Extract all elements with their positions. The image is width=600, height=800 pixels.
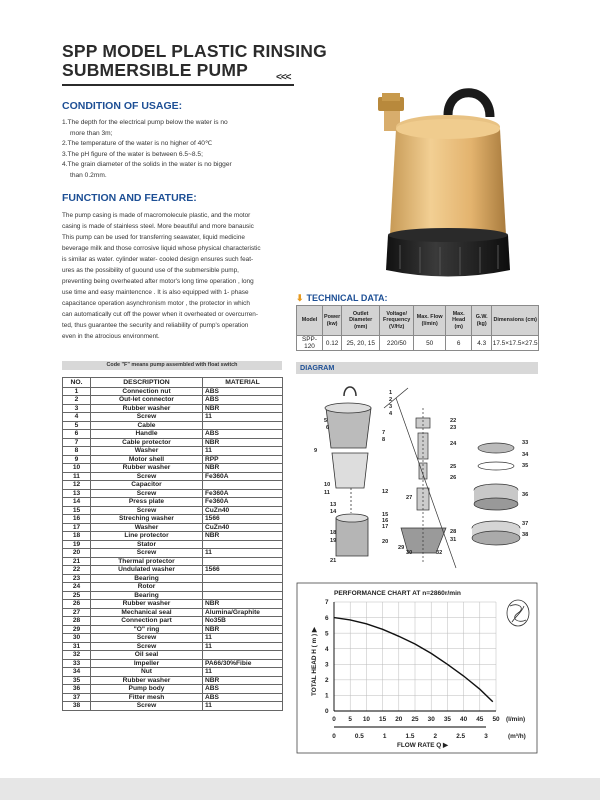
part-description: Nut — [91, 668, 203, 677]
callout-number: 16 — [382, 518, 389, 524]
tech-header-cell: Voltage/ Frequency (V/Hz) — [380, 306, 414, 336]
part-material: RPP — [203, 455, 283, 464]
part-description: Fitter mesh — [91, 693, 203, 702]
part-number: 31 — [63, 642, 91, 651]
part-description: Motor shell — [91, 455, 203, 464]
table-row — [63, 617, 283, 626]
chart-y-label: TOTAL HEAD H ( m ) ▶ — [311, 627, 318, 696]
part-number: 22 — [63, 566, 91, 575]
chart-x-ticks-bottom — [332, 733, 488, 740]
callout-number: 18 — [330, 530, 337, 536]
part-number: 4 — [63, 413, 91, 422]
part-material: No35B — [203, 617, 283, 626]
table-row — [63, 625, 283, 634]
y-tick-label: 5 — [325, 630, 329, 638]
table-row — [63, 387, 283, 396]
housing-drawing — [472, 443, 520, 545]
part-material: 11 — [203, 549, 283, 558]
table-row — [63, 523, 283, 532]
part-number: 30 — [63, 634, 91, 643]
part-material: NBR — [203, 532, 283, 541]
table-row — [63, 685, 283, 694]
chart-x-label: FLOW RATE Q ▶ — [397, 742, 448, 749]
part-material — [203, 557, 283, 566]
function-line: ures as the possibility of guound use of the submersible pump, — [62, 267, 239, 274]
function-line: can automatically cut off the power when it overheated or overcurren- — [62, 311, 258, 318]
motor-assembly-drawing — [325, 387, 408, 556]
callout-number: 11 — [324, 490, 330, 496]
table-row — [63, 676, 283, 685]
part-description: Capacitor — [91, 481, 203, 490]
function-line: This pump can be used for transferring seawater, liquid medicine — [62, 234, 245, 241]
part-material: ABS — [203, 685, 283, 694]
part-description: Handle — [91, 430, 203, 439]
table-row — [63, 642, 283, 651]
part-material: Alumina/Graphite — [203, 608, 283, 617]
condition-item: more than 3m; — [70, 129, 113, 137]
title-line-2: SUBMERSIBLE PUMP — [62, 60, 248, 80]
tech-cell: 220/50 — [380, 336, 414, 351]
technical-table — [296, 305, 539, 351]
part-number: 3 — [63, 404, 91, 413]
table-row — [63, 472, 283, 481]
x-tick-label: 45 — [476, 716, 484, 723]
part-material: NBR — [203, 438, 283, 447]
part-number: 12 — [63, 481, 91, 490]
part-material: ABS — [203, 396, 283, 405]
part-material: Fe360A — [203, 472, 283, 481]
parts-header-material: MATERIAL — [203, 378, 283, 388]
table-row — [63, 515, 283, 524]
x-tick-label: 10 — [362, 716, 370, 723]
part-description: Pump body — [91, 685, 203, 694]
part-material — [203, 540, 283, 549]
part-material: NBR — [203, 600, 283, 609]
table-row — [63, 455, 283, 464]
x-tick-label: 40 — [460, 716, 468, 723]
x-tick-label: 0 — [332, 716, 336, 723]
part-material: 11 — [203, 413, 283, 422]
part-description: Connection nut — [91, 387, 203, 396]
callout-number: 21 — [330, 558, 337, 564]
part-number: 29 — [63, 625, 91, 634]
x-tick-label: 50 — [492, 716, 500, 723]
function-line: beverage milk and those corrosive liquid whose physical characteristic — [62, 245, 261, 252]
part-description: Rubber washer — [91, 676, 203, 685]
chart-title: PERFORMANCE CHART AT n=2860r/min — [334, 590, 461, 597]
part-description: Connection part — [91, 617, 203, 626]
part-number: 6 — [63, 430, 91, 439]
tech-header-cell: Dimensions (cm) — [492, 306, 539, 336]
part-description: "O" ring — [91, 625, 203, 634]
x-tick-label-m3h: 1.5 — [405, 733, 415, 740]
shaft-assembly-drawing — [396, 398, 456, 568]
part-number: 35 — [63, 676, 91, 685]
part-material: CuZn40 — [203, 523, 283, 532]
table-row — [63, 506, 283, 515]
y-tick-label: 3 — [325, 661, 329, 669]
table-row — [63, 651, 283, 660]
callout-number: 8 — [382, 437, 386, 443]
callout-number: 3 — [389, 404, 393, 410]
part-number: 26 — [63, 600, 91, 609]
table-row — [63, 659, 283, 668]
parts-header-no: NO. — [63, 378, 91, 388]
part-description: Screw — [91, 413, 203, 422]
part-description: Screw — [91, 489, 203, 498]
part-number: 19 — [63, 540, 91, 549]
part-material: 11 — [203, 702, 283, 711]
x-tick-label: 20 — [395, 716, 403, 723]
callout-number: 22 — [450, 418, 457, 424]
part-number: 18 — [63, 532, 91, 541]
tech-header-cell: Model — [297, 306, 323, 336]
x-tick-label: 5 — [348, 716, 352, 723]
technical-heading — [296, 293, 388, 304]
part-number: 14 — [63, 498, 91, 507]
callout-number: 38 — [522, 532, 529, 538]
part-description: Line protector — [91, 532, 203, 541]
callout-number: 6 — [326, 425, 330, 431]
part-description: Washer — [91, 447, 203, 456]
function-line: preventing being overheated after motor's long time operation , long — [62, 278, 254, 285]
table-row — [63, 634, 283, 643]
x-tick-label: 25 — [411, 716, 419, 723]
part-material: 11 — [203, 668, 283, 677]
callout-number: 20 — [382, 539, 389, 545]
y-tick-label: 4 — [325, 645, 329, 653]
technical-header-row — [297, 306, 539, 336]
chart-frame — [297, 583, 537, 753]
part-material: Fe360A — [203, 498, 283, 507]
part-description: Press plate — [91, 498, 203, 507]
callout-number: 5 — [324, 418, 328, 424]
callout-number: 24 — [450, 441, 457, 447]
part-material: CuZn40 — [203, 506, 283, 515]
tech-cell: 6 — [446, 336, 472, 351]
chart-x-unit-top: (l/min) — [506, 716, 526, 723]
part-material: ABS — [203, 430, 283, 439]
part-number: 17 — [63, 523, 91, 532]
part-description: Rubber washer — [91, 464, 203, 473]
function-text — [62, 210, 302, 342]
part-material — [203, 583, 283, 592]
part-material — [203, 651, 283, 660]
condition-item: 1.The depth for the electrical pump below the water is no — [62, 119, 228, 126]
x-tick-label-m3h: 1 — [382, 733, 387, 740]
technical-data-row — [297, 336, 539, 351]
part-description: Washer — [91, 523, 203, 532]
parts-header-row — [63, 378, 283, 388]
title-rule — [62, 84, 294, 86]
callout-number: 28 — [450, 529, 457, 535]
part-number: 7 — [63, 438, 91, 447]
part-description: Screw — [91, 549, 203, 558]
part-material: NBR — [203, 404, 283, 413]
part-description: Bearing — [91, 591, 203, 600]
part-number: 13 — [63, 489, 91, 498]
tech-cell: SPP-120 — [297, 336, 323, 351]
tech-cell: 4.3 — [472, 336, 492, 351]
x-tick-label-m3h: 0 — [332, 733, 336, 740]
callout-number: 34 — [522, 452, 529, 458]
part-description: Undulated washer — [91, 566, 203, 575]
part-material: NBR — [203, 464, 283, 473]
title-line-1: SPP MODEL PLASTIC RINSING — [62, 41, 327, 61]
condition-item: 4.The grain diameter of the solids in the water is no bigger — [62, 161, 232, 168]
part-number: 2 — [63, 396, 91, 405]
parts-table — [62, 377, 283, 711]
callout-number: 17 — [382, 524, 389, 530]
part-description: Rubber washer — [91, 404, 203, 413]
part-number: 8 — [63, 447, 91, 456]
part-description: Cable — [91, 421, 203, 430]
tech-cell: 25, 20, 15 — [342, 336, 380, 351]
part-description: Stator — [91, 540, 203, 549]
x-tick-label: 15 — [379, 716, 387, 723]
x-tick-label-m3h: 3 — [484, 733, 488, 740]
part-number: 37 — [63, 693, 91, 702]
exploded-diagram — [296, 378, 538, 578]
tech-header-cell: Outlet Diameter (mm) — [342, 306, 380, 336]
performance-chart — [296, 582, 538, 754]
callout-number: 19 — [330, 538, 337, 544]
chevrons-decoration: <<< — [276, 72, 291, 83]
callout-number: 14 — [330, 509, 337, 515]
part-number: 27 — [63, 608, 91, 617]
table-row — [63, 447, 283, 456]
callout-number: 35 — [522, 463, 529, 469]
part-material: PA66/30%Fibie — [203, 659, 283, 668]
table-row — [63, 438, 283, 447]
part-number: 10 — [63, 464, 91, 473]
table-row — [63, 693, 283, 702]
x-tick-label-m3h: 0.5 — [354, 733, 364, 740]
callout-number: 1 — [389, 390, 393, 396]
table-row — [63, 489, 283, 498]
parts-header-description: DESCRIPTION — [91, 378, 203, 388]
y-tick-label: 7 — [325, 599, 329, 607]
x-tick-label: 35 — [443, 716, 451, 723]
tech-header-cell: Max. Head (m) — [446, 306, 472, 336]
part-number: 20 — [63, 549, 91, 558]
part-description: Streching washer — [91, 515, 203, 524]
table-row — [63, 557, 283, 566]
table-row — [63, 464, 283, 473]
part-number: 11 — [63, 472, 91, 481]
table-row — [63, 421, 283, 430]
table-row — [63, 591, 283, 600]
chart-x-unit-bottom: (m³/h) — [508, 733, 526, 740]
part-material: ABS — [203, 693, 283, 702]
function-line: use time and easy maintencnce . It is also equipped with 1- phase — [62, 289, 249, 296]
y-tick-label: 0 — [325, 708, 329, 716]
part-number: 9 — [63, 455, 91, 464]
part-material: 11 — [203, 447, 283, 456]
part-number: 25 — [63, 591, 91, 600]
part-number: 33 — [63, 659, 91, 668]
part-material: 1566 — [203, 515, 283, 524]
part-description: Oil seal — [91, 651, 203, 660]
callout-number: 13 — [330, 502, 337, 508]
callout-number: 4 — [389, 411, 393, 417]
condition-item: 3.The pH figure of the water is between 6.5~8.5; — [62, 150, 203, 158]
part-number: 23 — [63, 574, 91, 583]
callout-number: 15 — [382, 512, 389, 518]
table-row — [63, 702, 283, 711]
part-description: Rubber washer — [91, 600, 203, 609]
part-material: ABS — [203, 387, 283, 396]
callout-number: 25 — [450, 464, 457, 470]
table-row — [63, 396, 283, 405]
tech-header-cell: Power (kw) — [323, 306, 342, 336]
table-row — [63, 583, 283, 592]
function-line: even in the atrocious environment. — [62, 333, 160, 340]
part-number: 28 — [63, 617, 91, 626]
callout-number: 32 — [436, 550, 443, 556]
function-line: casing is made of stainless steel. More beautiful and more banausic — [62, 223, 254, 230]
part-description: Impeller — [91, 659, 203, 668]
table-row — [63, 600, 283, 609]
callout-number: 2 — [389, 397, 393, 403]
callout-number: 30 — [406, 550, 413, 556]
part-description: Screw — [91, 472, 203, 481]
part-number: 1 — [63, 387, 91, 396]
table-row — [63, 574, 283, 583]
part-description: Out-let connector — [91, 396, 203, 405]
table-row — [63, 413, 283, 422]
part-description: Screw — [91, 506, 203, 515]
callout-number: 29 — [398, 545, 405, 551]
table-row — [63, 540, 283, 549]
part-number: 15 — [63, 506, 91, 515]
callout-number: 9 — [314, 448, 318, 454]
part-number: 24 — [63, 583, 91, 592]
condition-heading: CONDITION OF USAGE: — [62, 100, 183, 112]
callout-number: 7 — [382, 430, 386, 436]
table-row — [63, 566, 283, 575]
part-description: Screw — [91, 702, 203, 711]
part-number: 38 — [63, 702, 91, 711]
part-material — [203, 574, 283, 583]
function-line: capacitance operation asynchronism motor , the protector in which — [62, 300, 250, 307]
part-material: NBR — [203, 676, 283, 685]
condition-item: 2.The temperature of the water is no higher of 40℃ — [62, 140, 213, 147]
y-tick-label: 2 — [325, 677, 329, 685]
tech-cell: 50 — [414, 336, 446, 351]
table-row — [63, 608, 283, 617]
part-number: 21 — [63, 557, 91, 566]
function-line: is similar as water. cylinder water- cooled design ensures such feat- — [62, 256, 254, 263]
function-line: The pump casing is made of macromolecule plastic, and the motor — [62, 212, 251, 219]
table-row — [63, 668, 283, 677]
x-tick-label-m3h: 2.5 — [456, 733, 466, 740]
function-line: ted, thus guarantee the security and reliability of pump's operation — [62, 322, 249, 329]
callout-number: 33 — [522, 440, 529, 446]
part-material — [203, 481, 283, 490]
part-description: Screw — [91, 642, 203, 651]
x-tick-label: 30 — [427, 716, 435, 723]
footer-band — [0, 778, 600, 800]
part-material: 11 — [203, 634, 283, 643]
code-note: Code "F" means pump assembled with float switch — [62, 361, 282, 370]
part-description: Cable protector — [91, 438, 203, 447]
part-material: NBR — [203, 625, 283, 634]
callout-number: 26 — [450, 475, 457, 481]
callout-number: 12 — [382, 489, 389, 495]
callout-number: 23 — [450, 425, 457, 431]
condition-item: than 0.2mm. — [70, 171, 107, 179]
arrow-down-icon: ⬇ — [296, 293, 304, 303]
table-row — [63, 532, 283, 541]
y-tick-label: 1 — [325, 692, 329, 700]
table-row — [63, 481, 283, 490]
part-material — [203, 421, 283, 430]
part-description: Thermal protector — [91, 557, 203, 566]
table-row — [63, 404, 283, 413]
part-material: Fe360A — [203, 489, 283, 498]
part-material: 1566 — [203, 566, 283, 575]
pump-photo — [360, 85, 525, 285]
x-tick-label-m3h: 2 — [433, 733, 438, 740]
part-number: 16 — [63, 515, 91, 524]
part-description: Mechanical seal — [91, 608, 203, 617]
table-row — [63, 549, 283, 558]
callout-number: 36 — [522, 492, 529, 498]
part-number: 36 — [63, 685, 91, 694]
callout-number: 10 — [324, 482, 331, 488]
function-heading: FUNCTION AND FEATURE: — [62, 192, 197, 204]
tech-cell: 17.5×17.5×27.5 — [492, 336, 539, 351]
callout-number: 31 — [450, 537, 457, 543]
part-description: Rotor — [91, 583, 203, 592]
tech-header-cell: Max. Flow (l/min) — [414, 306, 446, 336]
technical-heading-text: TECHNICAL DATA: — [306, 293, 388, 303]
part-description: Bearing — [91, 574, 203, 583]
table-row — [63, 498, 283, 507]
tech-cell: 0.12 — [323, 336, 342, 351]
part-material — [203, 591, 283, 600]
condition-list — [62, 118, 292, 181]
part-number: 32 — [63, 651, 91, 660]
callout-number: 27 — [406, 495, 413, 501]
diagram-heading: DIAGRAM — [296, 362, 538, 374]
tech-header-cell: G.W. (kg) — [472, 306, 492, 336]
callout-number: 37 — [522, 521, 529, 527]
part-number: 5 — [63, 421, 91, 430]
part-description: Screw — [91, 634, 203, 643]
part-material: 11 — [203, 642, 283, 651]
table-row — [63, 430, 283, 439]
y-tick-label: 6 — [325, 614, 329, 622]
part-number: 34 — [63, 668, 91, 677]
